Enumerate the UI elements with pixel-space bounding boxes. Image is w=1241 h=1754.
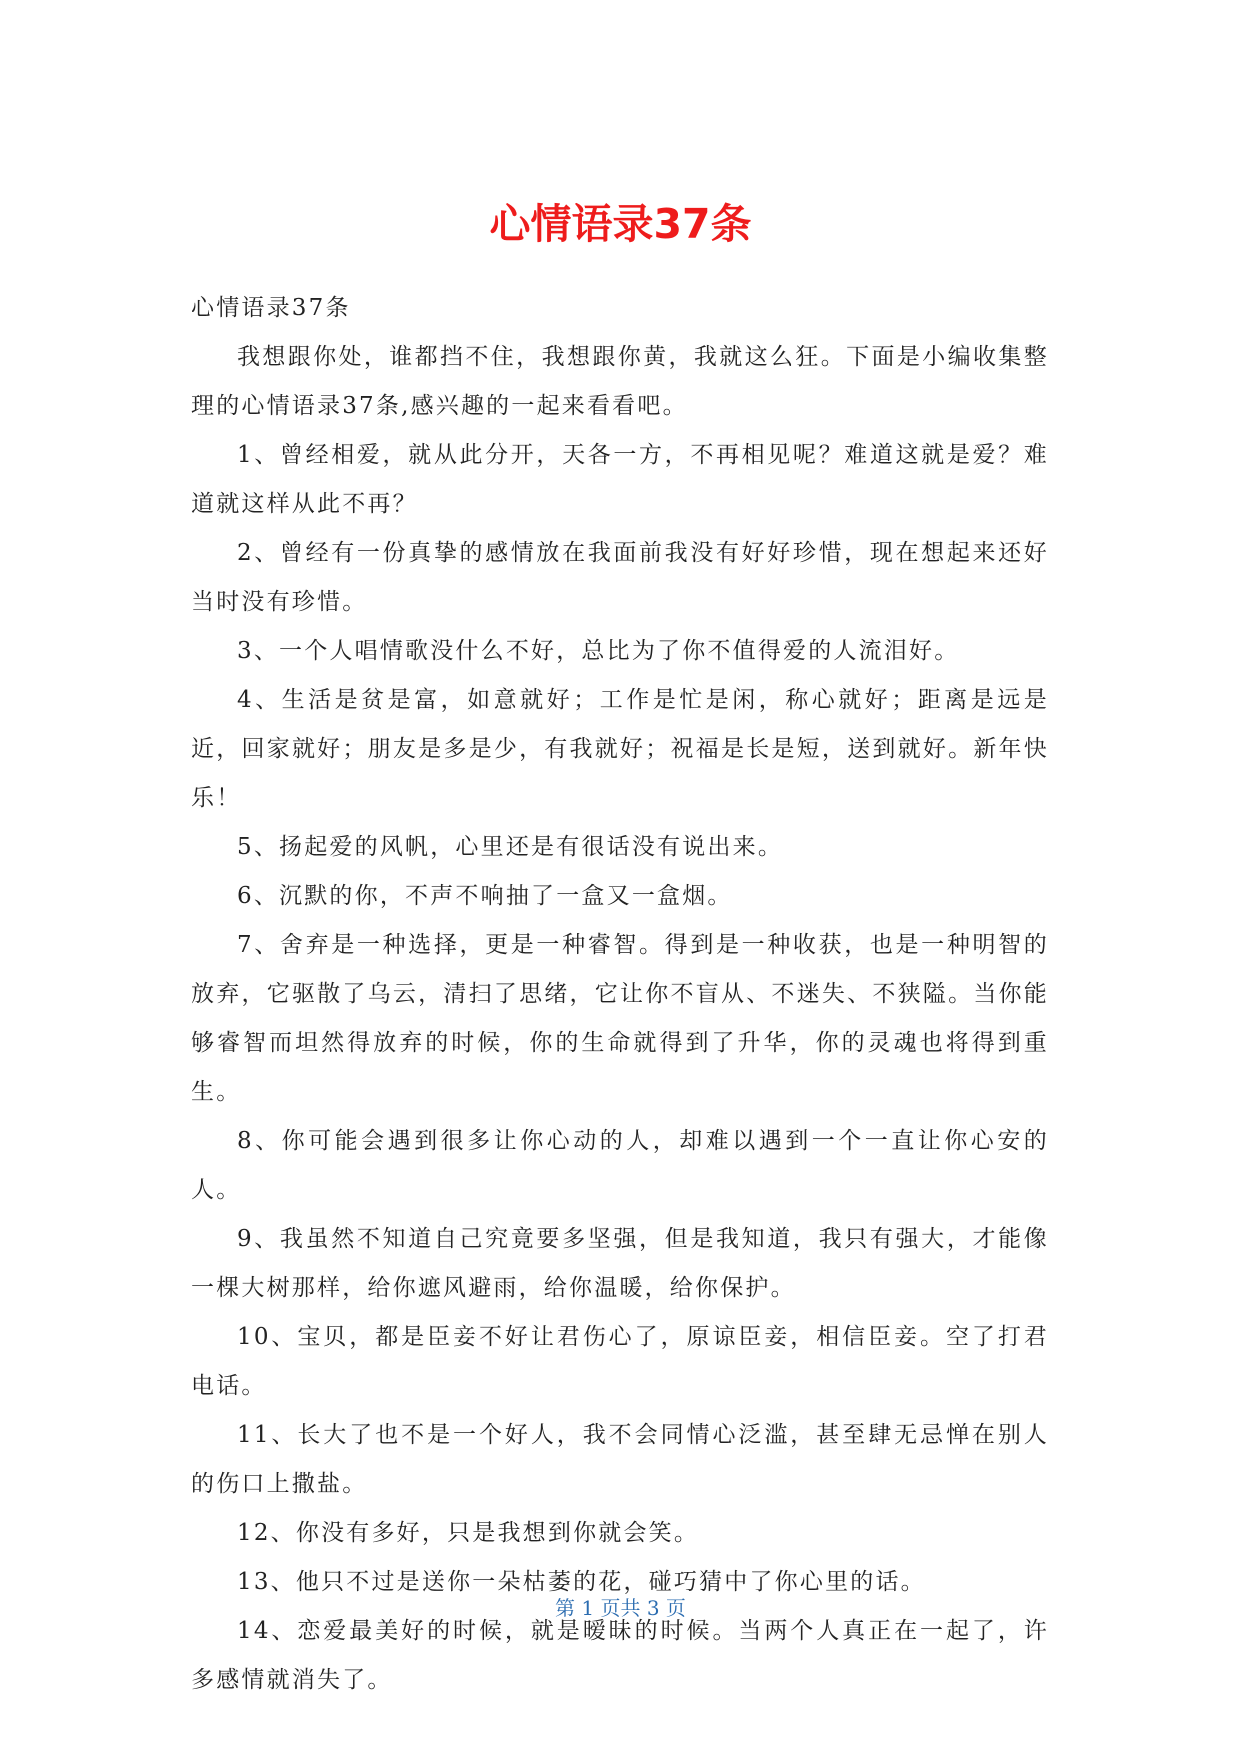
- page-footer: 第 1 页共 3 页: [555, 1596, 686, 1620]
- quote-item-6: 6、沉默的你，不声不响抽了一盒又一盒烟。: [237, 883, 733, 909]
- quote-item-10: 10、宝贝，都是臣妾不好让君伤心了，原谅臣妾，相信臣妾。空了打君电话。: [191, 1324, 1049, 1399]
- quote-item-3: 3、一个人唱情歌没什么不好，总比为了你不值得爱的人流泪好。: [237, 638, 960, 664]
- quote-item-12: 12、你没有多好，只是我想到你就会笑。: [237, 1520, 700, 1546]
- quote-item-4: 4、生活是贫是富，如意就好；工作是忙是闲，称心就好；距离是远是近，回家就好；朋友是多是少，有我就好；祝福是长是短，送到就好。新年快乐！: [191, 687, 1049, 811]
- quote-item-1: 1、曾经相爱，就从此分开，天各一方，不再相见呢？难道这就是爱？难道就这样从此不再？: [191, 442, 1049, 517]
- quote-item-9: 9、我虽然不知道自己究竟要多坚强，但是我知道，我只有强大，才能像一棵大树那样，给你遮风避雨，给你温暖，给你保护。: [191, 1226, 1049, 1301]
- document-title: 心情语录37条: [489, 200, 752, 248]
- document-body: [191, 284, 1049, 1705]
- document-subtitle: 心情语录37条: [191, 295, 351, 321]
- intro-paragraph: 我想跟你处，谁都挡不住，我想跟你黄，我就这么狂。下面是小编收集整理的心情语录37条,感兴趣的一起来看看吧。: [191, 344, 1049, 419]
- quote-item-5: 5、扬起爱的风帆，心里还是有很话没有说出来。: [237, 834, 784, 860]
- quote-item-8: 8、你可能会遇到很多让你心动的人，却难以遇到一个一直让你心安的人。: [191, 1128, 1049, 1203]
- quote-item-2: 2、曾经有一份真挚的感情放在我面前我没有好好珍惜，现在想起来还好当时没有珍惜。: [191, 540, 1049, 615]
- quote-item-14: 14、恋爱最美好的时候，就是暧昧的时候。当两个人真正在一起了，许多感情就消失了。: [191, 1618, 1049, 1693]
- quote-item-7: 7、舍弃是一种选择，更是一种睿智。得到是一种收获，也是一种明智的放弃，它驱散了乌云，清扫了思绪，它让你不盲从、不迷失、不狭隘。当你能够睿智而坦然得放弃的时候，你的生命就得到了升华，你的灵魂也将得到重生。: [191, 932, 1049, 1105]
- quote-item-13: 13、他只不过是送你一朵枯萎的花，碰巧猜中了你心里的话。: [237, 1569, 926, 1595]
- quote-item-11: 11、长大了也不是一个好人，我不会同情心泛滥，甚至肆无忌惮在别人的伤口上撒盐。: [191, 1422, 1049, 1497]
